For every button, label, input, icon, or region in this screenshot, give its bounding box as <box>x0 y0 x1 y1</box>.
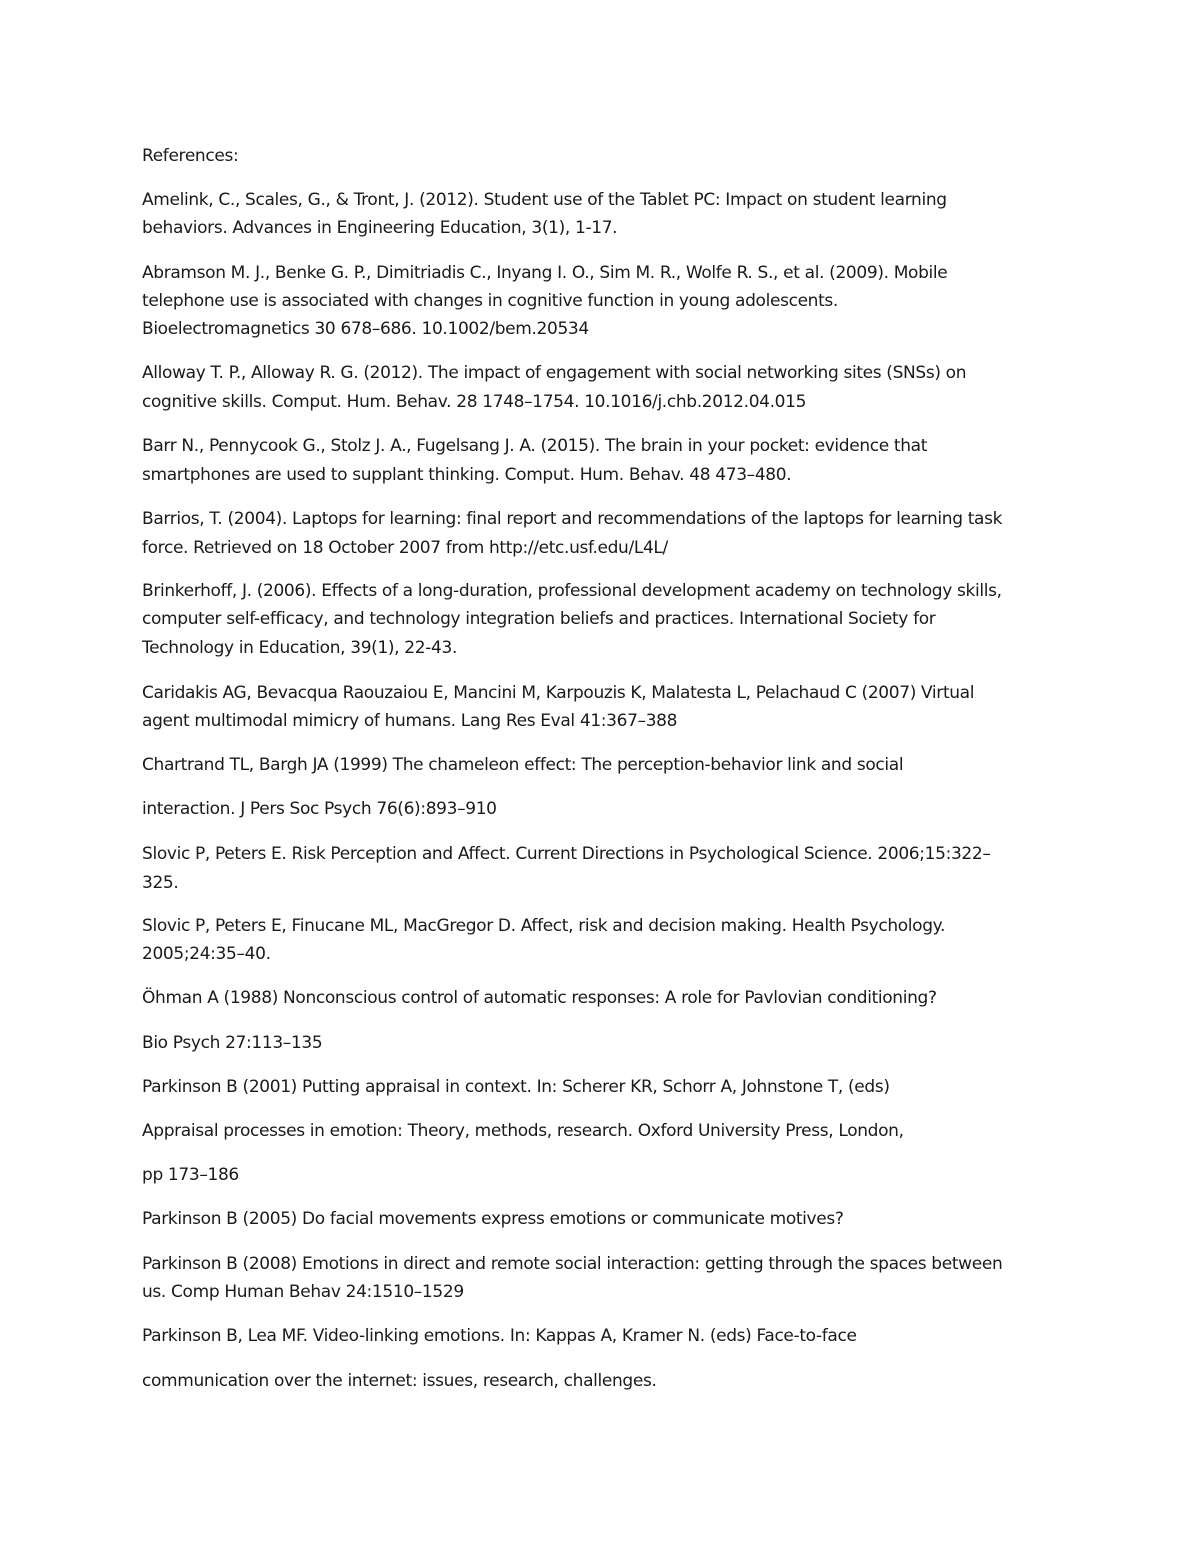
reference-line: 2005;24:35–40. <box>142 944 271 964</box>
reference-line: cognitive skills. Comput. Hum. Behav. 28 1748–1754. 10.1016/j.chb.2012.04.015 <box>142 392 807 412</box>
reference-line: Barr N., Pennycook G., Stolz J. A., Fugelsang J. A. (2015). The brain in your pocket: evidence that <box>142 436 928 456</box>
reference-line: behaviors. Advances in Engineering Education, 3(1), 1-17. <box>142 218 618 238</box>
reference-line: Chartrand TL, Bargh JA (1999) The chameleon effect: The perception-behavior link and social <box>142 755 904 775</box>
reference-line: computer self-efficacy, and technology integration beliefs and practices. International Society for <box>142 609 936 629</box>
reference-line: us. Comp Human Behav 24:1510–1529 <box>142 1282 464 1302</box>
reference-line: communication over the internet: issues, research, challenges. <box>142 1371 657 1391</box>
reference-line: interaction. J Pers Soc Psych 76(6):893–910 <box>142 799 497 819</box>
reference-line: Technology in Education, 39(1), 22-43. <box>142 638 457 658</box>
reference-line: Appraisal processes in emotion: Theory, methods, research. Oxford University Press, London, <box>142 1121 904 1141</box>
reference-line: pp 173–186 <box>142 1165 239 1185</box>
reference-line: Brinkerhoff, J. (2006). Effects of a long-duration, professional development academy on technology skills, <box>142 581 1002 601</box>
reference-line: Parkinson B (2001) Putting appraisal in context. In: Scherer KR, Schorr A, Johnstone T, (eds) <box>142 1077 890 1097</box>
reference-line: Alloway T. P., Alloway R. G. (2012). The impact of engagement with social networking sites (SNSs) on <box>142 363 967 383</box>
reference-line: force. Retrieved on 18 October 2007 from http://etc.usf.edu/L4L/ <box>142 538 668 558</box>
reference-line: Slovic P, Peters E. Risk Perception and Affect. Current Directions in Psychological Science. 2006;15:322– <box>142 844 991 864</box>
reference-line: Öhman A (1988) Nonconscious control of automatic responses: A role for Pavlovian conditioning? <box>142 988 937 1008</box>
reference-line: Slovic P, Peters E, Finucane ML, MacGregor D. Affect, risk and decision making. Health Psychology. <box>142 916 946 936</box>
reference-line: Bioelectromagnetics 30 678–686. 10.1002/bem.20534 <box>142 319 589 339</box>
reference-line: Abramson M. J., Benke G. P., Dimitriadis C., Inyang I. O., Sim M. R., Wolfe R. S., et al. (2009). Mobile <box>142 263 948 283</box>
reference-line: Bio Psych 27:113–135 <box>142 1033 323 1053</box>
reference-line: Amelink, C., Scales, G., & Tront, J. (2012). Student use of the Tablet PC: Impact on student learning <box>142 190 947 210</box>
references-heading: References: <box>142 146 239 166</box>
reference-line: Parkinson B (2005) Do facial movements express emotions or communicate motives? <box>142 1209 844 1229</box>
reference-line: telephone use is associated with changes in cognitive function in young adolescents. <box>142 291 838 311</box>
reference-line: Parkinson B, Lea MF. Video-linking emotions. In: Kappas A, Kramer N. (eds) Face-to-face <box>142 1326 857 1346</box>
reference-line: 325. <box>142 873 179 893</box>
reference-line: agent multimodal mimicry of humans. Lang Res Eval 41:367–388 <box>142 711 678 731</box>
reference-line: Caridakis AG, Bevacqua Raouzaiou E, Mancini M, Karpouzis K, Malatesta L, Pelachaud C (2007) Virtual <box>142 683 975 703</box>
reference-line: Parkinson B (2008) Emotions in direct and remote social interaction: getting through the spaces between <box>142 1254 1003 1274</box>
reference-line: smartphones are used to supplant thinking. Comput. Hum. Behav. 48 473–480. <box>142 465 792 485</box>
reference-line: Barrios, T. (2004). Laptops for learning: final report and recommendations of the laptops for learning task <box>142 509 1003 529</box>
